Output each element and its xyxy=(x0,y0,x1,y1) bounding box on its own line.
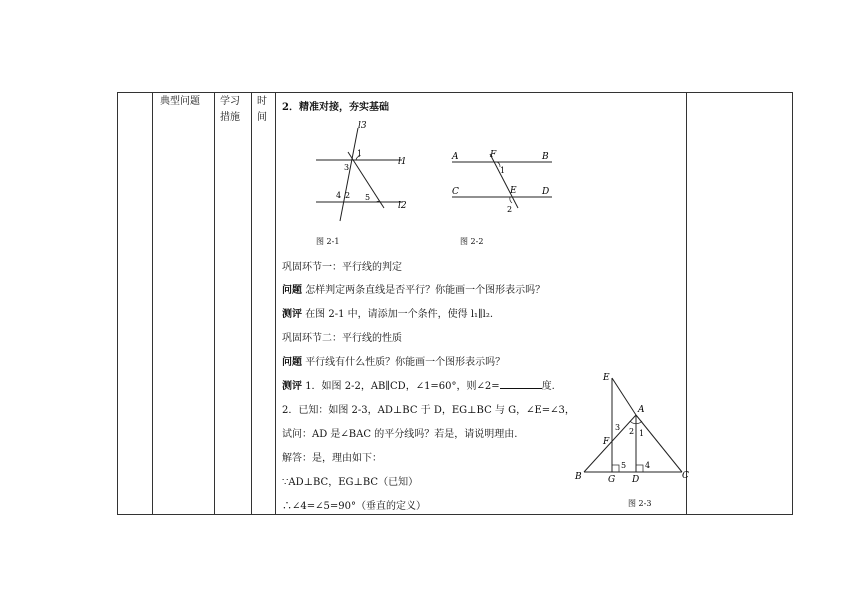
question-2 xyxy=(282,353,505,368)
evaluation-2 xyxy=(282,377,555,392)
header-typical-problem: 典型问题 xyxy=(160,96,200,107)
label-l2: l2 xyxy=(398,201,407,211)
label-angle-2: 2 xyxy=(629,427,635,436)
label-D: D xyxy=(542,187,550,197)
col-divider-0 xyxy=(117,92,118,515)
answer-intro: 解答：是，理由如下： xyxy=(282,453,382,464)
label-E: E xyxy=(603,373,610,383)
proof-step-2: ∴∠4=∠5=90°（垂直的定义） xyxy=(282,501,426,512)
label-G: G xyxy=(608,475,616,485)
question-1-text: 怎样判定两条直线是否平行？你能画一个图形表示吗？ xyxy=(305,285,546,296)
segment-ac xyxy=(636,415,682,472)
question-1 xyxy=(282,281,545,296)
label-C: C xyxy=(682,471,689,481)
label-A: A xyxy=(638,405,645,415)
answer-blank[interactable] xyxy=(500,379,542,389)
label-F: F xyxy=(603,437,610,447)
col-divider-4 xyxy=(275,92,276,515)
col-divider-1 xyxy=(152,92,153,515)
question-2-label: 问题 xyxy=(282,357,302,368)
segment-ea xyxy=(612,378,636,415)
question-2-text: 平行线有什么性质？你能画一个图形表示吗？ xyxy=(305,357,506,368)
consolidate-two-heading: 巩固环节二：平行线的性质 xyxy=(282,333,402,344)
col-divider-3 xyxy=(251,92,252,515)
label-D: D xyxy=(632,475,640,485)
evaluation-1 xyxy=(282,305,493,320)
consolidate-one-heading: 巩固环节一：平行线的判定 xyxy=(282,262,402,273)
label-E: E xyxy=(510,186,517,196)
section-title: 2．精准对接，夯实基础 xyxy=(282,102,389,113)
figure-2-3 xyxy=(572,370,690,488)
proof-step-1: ∵AD⊥BC，EG⊥BC（已知） xyxy=(282,477,419,488)
evaluation-2-text-a: 1．如图 2-2，AB∥CD，∠1=60°，则∠2= xyxy=(305,381,500,392)
segment-ba xyxy=(584,415,636,472)
label-B: B xyxy=(575,472,582,482)
evaluation-2-text-b: 度. xyxy=(541,381,555,392)
caption-fig-2-2: 图 2-2 xyxy=(460,237,484,246)
evaluation-2-label: 测评 xyxy=(282,381,302,392)
label-angle-4: 4 xyxy=(336,191,342,200)
label-angle-3: 3 xyxy=(344,163,350,172)
label-l1: l1 xyxy=(398,157,407,167)
right-angle-g xyxy=(612,465,619,472)
evaluation-1-label: 测评 xyxy=(282,309,302,320)
line-l3 xyxy=(340,128,358,221)
caption-fig-2-3: 图 2-3 xyxy=(628,499,652,508)
label-angle-1: 1 xyxy=(500,166,506,175)
label-angle-3: 3 xyxy=(615,423,621,432)
label-angle-1: 1 xyxy=(639,429,645,438)
label-angle-4: 4 xyxy=(645,461,651,470)
label-angle-5: 5 xyxy=(621,461,627,470)
label-A: A xyxy=(452,152,459,162)
figure-2-2 xyxy=(446,146,562,220)
header-learning-measure: 学习措施 xyxy=(220,96,240,123)
problem-2-line-1: 2．已知：如图 2-3，AD⊥BC 于 D，EG⊥BC 与 G，∠E=∠3， xyxy=(282,405,575,416)
label-angle-2: 2 xyxy=(345,191,351,200)
label-angle-1: 1 xyxy=(357,149,363,158)
col-divider-6 xyxy=(792,92,793,515)
right-angle-d xyxy=(636,465,643,472)
angle-arc-2 xyxy=(510,197,512,203)
label-B: B xyxy=(542,152,549,162)
label-angle-2: 2 xyxy=(507,205,513,214)
evaluation-1-text: 在图 2-1 中，请添加一个条件，使得 l₁∥l₂. xyxy=(305,309,494,320)
problem-2-line-2: 试问：AD 是∠BAC 的平分线吗？若是，请说明理由. xyxy=(282,429,518,440)
table-bottom-border xyxy=(117,514,793,515)
question-1-label: 问题 xyxy=(282,285,302,296)
label-F: F xyxy=(490,150,497,160)
label-angle-5: 5 xyxy=(365,193,371,202)
col-divider-2 xyxy=(214,92,215,515)
figure-2-1 xyxy=(300,116,420,228)
table-top-border xyxy=(117,92,793,93)
label-l3: l3 xyxy=(358,121,367,131)
header-time: 时间 xyxy=(257,96,267,123)
caption-fig-2-1: 图 2-1 xyxy=(316,237,340,246)
label-C: C xyxy=(452,187,459,197)
